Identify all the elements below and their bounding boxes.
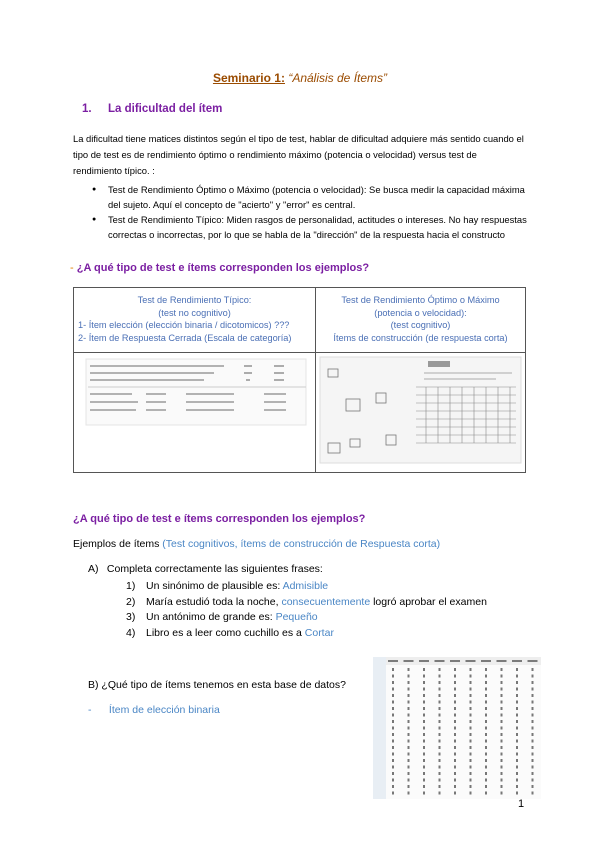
table-example-left	[74, 353, 316, 473]
question-heading-2: ¿A qué tipo de test e ítems corresponden los ejemplos?	[73, 513, 366, 525]
item-answer: consecuentemente	[281, 595, 371, 608]
question-dash: -	[70, 262, 74, 274]
right-line1: (test cognitivo)	[390, 320, 451, 330]
section-heading	[82, 103, 222, 115]
section-title: La dificultad del ítem	[108, 103, 223, 115]
item-number: 1)	[126, 580, 136, 592]
list-item	[126, 626, 487, 642]
right-subtitle: (potencia o velocidad):	[374, 307, 467, 318]
item-number: 3)	[126, 611, 136, 623]
section-a-letter: A)	[88, 563, 99, 575]
list-item	[126, 595, 487, 611]
section-b	[88, 679, 346, 691]
item-text: Un antónimo de grande es:	[146, 611, 273, 623]
cognitive-test-screenshot	[316, 353, 525, 467]
examples-type: (Test cognitivos, ítems de construcción de Respuesta corta)	[162, 538, 441, 550]
intro-paragraph: La dificultad tiene matices distintos según el tipo de test, hablar de dificultad adquiere más sentido cuando el tipo de test es de rendimiento óptimo o rendimiento máximo (potencia o velocidad) versus test de rendimiento típico. :	[73, 133, 524, 176]
list-item	[126, 579, 487, 595]
left-subtitle: (test no cognitivo)	[158, 307, 231, 318]
question-text: ¿A qué tipo de test e ítems corresponden los ejemplos?	[76, 262, 370, 274]
document-title	[0, 71, 600, 85]
section-b-letter: B)	[88, 679, 99, 691]
examples-line	[73, 538, 440, 550]
right-title: Test de Rendimiento Óptimo o Máximo	[341, 295, 500, 305]
bullet-item: ● Test de Rendimiento Óptimo o Máximo (potencia o velocidad): Se busca medir la capacidad máxima del sujeto. Aquí el concepto de "acierto" y "error" es central.	[92, 183, 532, 212]
item-answer: Pequeño	[275, 611, 318, 623]
question-heading	[70, 262, 369, 274]
database-screenshot	[373, 657, 541, 799]
item-number: 2)	[126, 595, 136, 608]
item-number: 4)	[126, 626, 136, 639]
table-header-left	[74, 288, 316, 353]
section-a-text: Completa correctamente las siguientes frases:	[106, 563, 323, 575]
title-prefix: Seminario 1:	[212, 71, 285, 85]
item-text: Un sinónimo de plausible es:	[146, 580, 281, 592]
item-answer: Cortar	[304, 626, 334, 639]
section-a	[88, 563, 323, 575]
comparison-table	[73, 287, 526, 473]
left-title: Test de Rendimiento Típico:	[137, 295, 252, 305]
item-answer: Admisible	[282, 580, 329, 592]
examples-label: Ejemplos de ítems	[73, 538, 160, 550]
left-line1: 1- Ítem elección (elección binaria / dicotomicos) ???	[78, 320, 290, 330]
item-text: Libro es a leer como cuchillo es a	[146, 626, 302, 639]
section-number: 1.	[82, 103, 92, 115]
answer-text: Ítem de elección binaria	[108, 704, 220, 716]
item-list	[126, 579, 487, 641]
questionnaire-screenshot	[74, 353, 315, 467]
bullet-item: ● Test de Rendimiento Típico: Miden rasgos de personalidad, actitudes o intereses. No hay respuestas correctas o incorrectas, por lo que se habla de la "dirección" de la respuesta hacia el constructo	[92, 213, 532, 242]
section-b-text: ¿Qué tipo de ítems tenemos en esta base de datos?	[101, 679, 346, 691]
title-subtitle: “Análisis de Ítems”	[288, 71, 388, 85]
table-example-right	[316, 353, 526, 473]
table-header-right	[316, 288, 526, 353]
left-line2: 2- Ítem de Respuesta Cerrada (Escala de categoría)	[78, 332, 292, 343]
page-number: 1	[518, 798, 525, 810]
item-text-after: logró aprobar el examen	[373, 595, 487, 608]
bullet-list	[92, 183, 532, 243]
item-text: María estudió toda la noche,	[146, 595, 279, 608]
answer-dash: -	[88, 704, 92, 716]
answer-b	[88, 704, 220, 716]
list-item	[126, 610, 487, 626]
right-line2: Ítems de construcción (de respuesta corta)	[333, 332, 508, 343]
